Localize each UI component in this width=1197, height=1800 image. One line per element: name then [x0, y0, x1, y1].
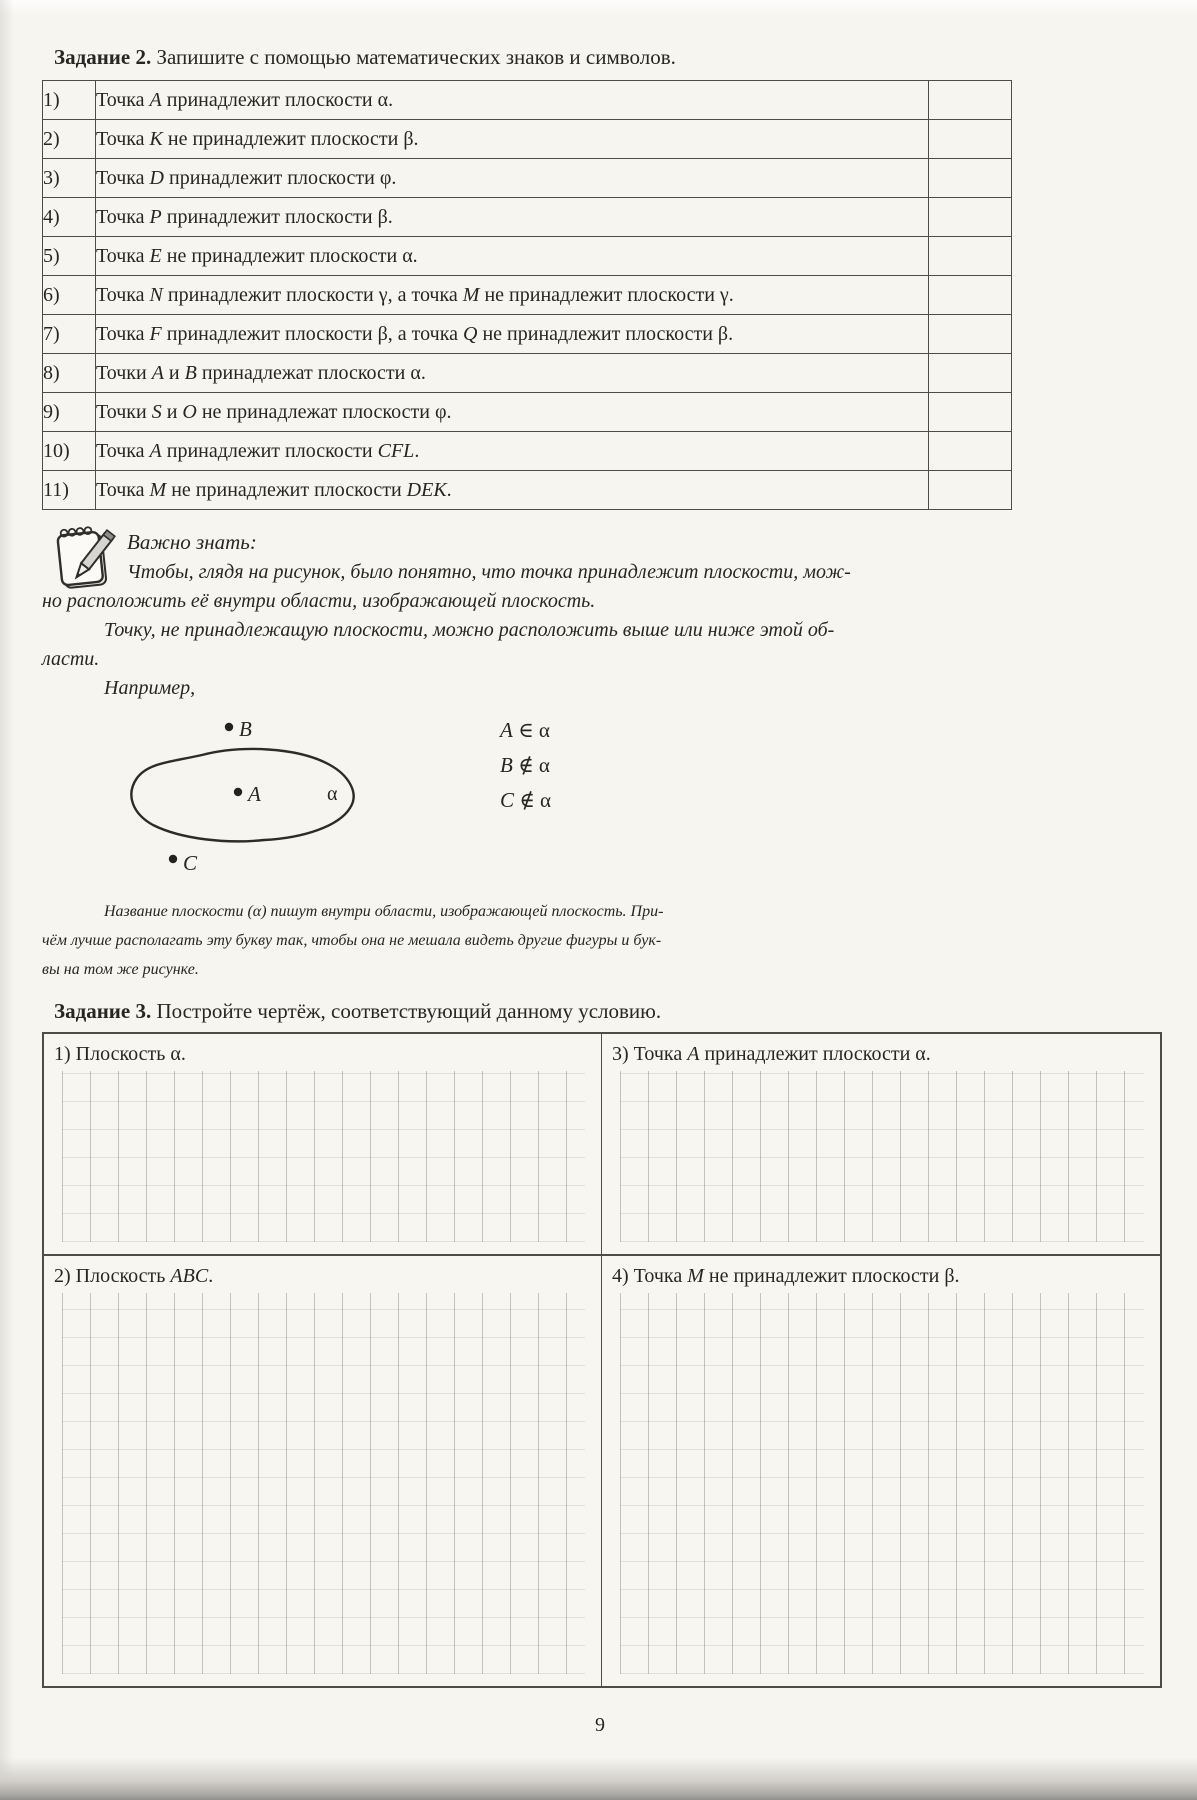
row-number: 2)	[43, 120, 96, 159]
drawing-cell-2	[44, 1256, 602, 1686]
answer-cell	[929, 198, 1012, 237]
task2-title	[54, 44, 1162, 70]
plane-region-outline	[131, 749, 353, 841]
membership-equations	[500, 713, 551, 818]
row-statement: Точка M не принадлежит плоскости DEK.	[96, 471, 929, 510]
point-b-dot	[225, 723, 233, 731]
drawing-cell-4	[602, 1256, 1160, 1686]
scan-left-edge	[0, 0, 14, 1800]
answer-cell	[929, 237, 1012, 276]
task3-grid	[42, 1032, 1162, 1688]
point-a-label: A	[248, 782, 261, 806]
drawing-cell-label: 1) Плоскость α.	[54, 1043, 186, 1065]
drawing-cell-1	[44, 1034, 602, 1256]
task2-title-text: Запишите с помощью математических знаков и символов.	[151, 45, 676, 69]
graph-paper-area	[62, 1293, 585, 1674]
answer-cell	[929, 81, 1012, 120]
row-statement: Точка F принадлежит плоскости β, а точка Q не принадлежит плоскости β.	[96, 315, 929, 354]
table-row	[43, 354, 1012, 393]
note-label: Важно знать:	[127, 530, 257, 554]
graph-paper-area	[620, 1293, 1144, 1674]
table-row	[43, 159, 1012, 198]
row-number: 8)	[43, 354, 96, 393]
answer-cell	[929, 120, 1012, 159]
table-row	[43, 276, 1012, 315]
row-number: 5)	[43, 237, 96, 276]
row-statement: Точка A принадлежит плоскости α.	[96, 81, 929, 120]
table-row	[43, 120, 1012, 159]
equation: C ∉ α	[500, 788, 552, 812]
task2-title-number: Задание 2.	[54, 45, 152, 69]
task3-title	[54, 998, 1162, 1024]
drawing-cell-label: 2) Плоскость ABC.	[54, 1265, 214, 1287]
row-statement: Точка E не принадлежит плоскости α.	[96, 237, 929, 276]
answer-cell	[929, 471, 1012, 510]
task2-table	[42, 80, 1012, 510]
answer-cell	[929, 315, 1012, 354]
page-number: 9	[595, 1714, 605, 1736]
table-row	[43, 432, 1012, 471]
table-row	[43, 393, 1012, 432]
row-statement: Точка K не принадлежит плоскости β.	[96, 120, 929, 159]
note-paragraph-2: Точку, не принадлежащую плоскости, можно расположить выше или ниже этой об- ласти.	[42, 619, 835, 670]
row-statement: Точки S и O не принадлежат плоскости φ.	[96, 393, 929, 432]
equation: B ∉ α	[500, 753, 550, 777]
row-statement: Точка N принадлежит плоскости γ, а точка M не принадлежит плоскости γ.	[96, 276, 929, 315]
note-paragraph-1: Чтобы, глядя на рисунок, было понятно, что точка принадлежит плоскости, мож- но расположить её внутри области, изображающей плоскость.	[42, 561, 851, 612]
answer-cell	[929, 159, 1012, 198]
point-b-label: B	[239, 717, 252, 741]
row-number: 1)	[43, 81, 96, 120]
answer-cell	[929, 276, 1012, 315]
point-a-dot	[234, 788, 242, 796]
row-number: 4)	[43, 198, 96, 237]
workbook-page	[42, 44, 1162, 1737]
table-row	[43, 81, 1012, 120]
table-row	[43, 198, 1012, 237]
plane-alpha-label: α	[327, 783, 338, 805]
task3-title-number: Задание 3.	[54, 999, 152, 1023]
example-label: Например,	[104, 677, 196, 699]
example-diagram	[42, 707, 1162, 897]
note-paragraph-3: Название плоскости (α) пишут внутри области, изображающей плоскость. При- чём лучше располагать эту букву так, чтобы она не мешала видеть другие фигуры и бук- вы на том же рисунке.	[42, 903, 664, 978]
row-number: 11)	[43, 471, 96, 510]
row-statement: Точка P принадлежит плоскости β.	[96, 198, 929, 237]
plane-sketch	[42, 707, 522, 897]
row-number: 3)	[43, 159, 96, 198]
answer-cell	[929, 393, 1012, 432]
task3-title-text: Постройте чертёж, соответствующий данному условию.	[151, 999, 662, 1023]
notepad-pencil-icon	[50, 522, 122, 596]
note-block	[42, 526, 1162, 703]
drawing-cell-label: 4) Точка M не принадлежит плоскости β.	[612, 1265, 960, 1287]
graph-paper-area	[620, 1071, 1144, 1242]
row-statement: Точка A принадлежит плоскости CFL.	[96, 432, 929, 471]
row-number: 6)	[43, 276, 96, 315]
scan-bottom-edge	[0, 1758, 1197, 1800]
answer-cell	[929, 432, 1012, 471]
table-row	[43, 315, 1012, 354]
point-c-label: C	[183, 851, 198, 875]
equation: A ∈ α	[500, 718, 550, 742]
row-statement: Точки A и B принадлежат плоскости α.	[96, 354, 929, 393]
point-c-dot	[169, 855, 177, 863]
row-number: 7)	[43, 315, 96, 354]
drawing-cell-3	[602, 1034, 1160, 1256]
table-row	[43, 237, 1012, 276]
table-row	[43, 471, 1012, 510]
row-number: 10)	[43, 432, 96, 471]
graph-paper-area	[62, 1071, 585, 1242]
drawing-cell-label: 3) Точка A принадлежит плоскости α.	[612, 1043, 931, 1065]
scan-top-edge	[0, 0, 1197, 16]
row-number: 9)	[43, 393, 96, 432]
row-statement: Точка D принадлежит плоскости φ.	[96, 159, 929, 198]
answer-cell	[929, 354, 1012, 393]
